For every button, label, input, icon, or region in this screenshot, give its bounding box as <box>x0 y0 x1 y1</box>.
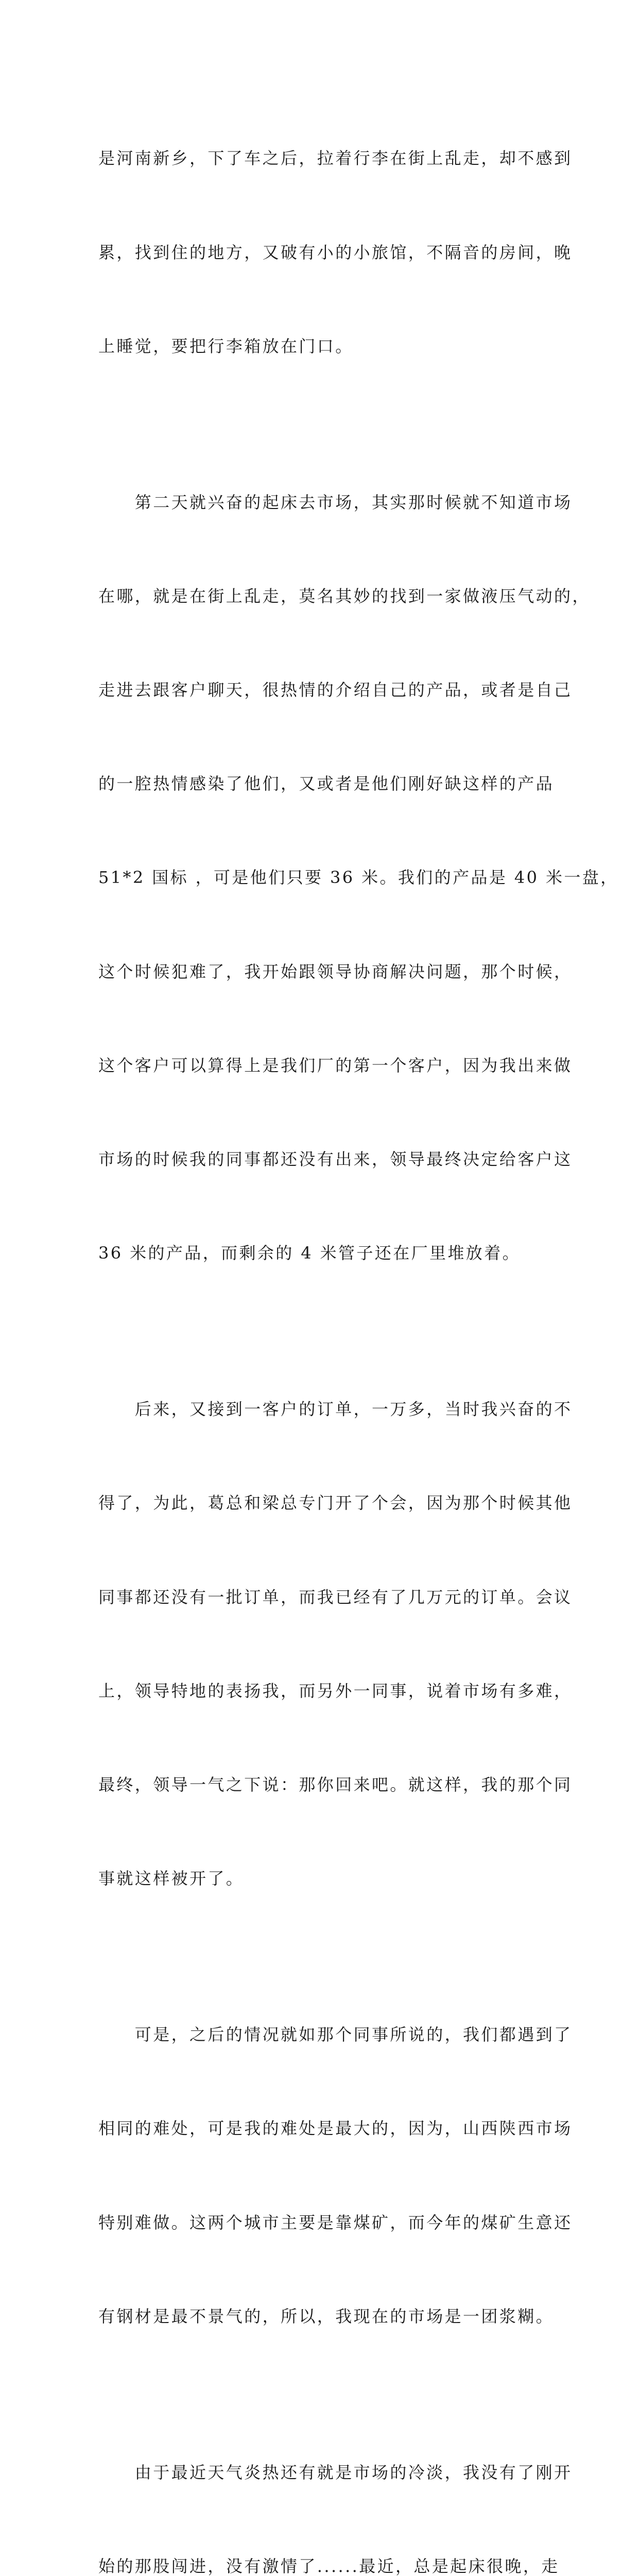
text-line: 在哪，就是在街上乱走，莫名其妙的找到一家做液压气动的， <box>98 586 591 606</box>
text-line: 是河南新乡，下了车之后，拉着行李在街上乱走，却不感到 <box>98 148 573 168</box>
text-line: 走进去跟客户聊天，很热情的介绍自己的产品，或者是自己 <box>98 680 573 700</box>
paragraph-5 <box>98 2395 573 2576</box>
text-line: 可是，之后的情况就如那个同事所说的，我们都遇到了 <box>98 2025 573 2045</box>
text-line: 累，找到住的地方，又破有小的小旅馆，不隔音的房间，晚 <box>98 242 573 262</box>
paragraph-4 <box>98 1957 573 2395</box>
text-line: 同事都还没有一批订单，而我已经有了几万元的订单。会议 <box>98 1587 573 1607</box>
text-line: 事就这样被开了。 <box>98 1868 245 1888</box>
text-line: 这个时候犯难了，我开始跟领导协商解决问题，那个时候， <box>98 961 573 981</box>
paragraph-3 <box>98 1331 573 1957</box>
text-line: 始的那股闯进，没有激情了......最近，总是起床很晚，走 <box>98 2556 560 2576</box>
text-line: 后来，又接到一客户的订单，一万多，当时我兴奋的不 <box>98 1399 573 1419</box>
text-line: 第二天就兴奋的起床去市场，其实那时候就不知道市场 <box>98 493 573 513</box>
text-line: 36 米的产品，而剩余的 4 米管子还在厂里堆放着。 <box>98 1243 521 1263</box>
text-line: 有钢材是最不景气的，所以，我现在的市场是一团浆糊。 <box>98 2306 555 2326</box>
paragraph-2 <box>98 425 619 1331</box>
text-line: 特别难做。这两个城市主要是靠煤矿，而今年的煤矿生意还 <box>98 2212 573 2232</box>
text-line: 上睡觉，要把行李箱放在门口。 <box>98 336 354 356</box>
text-line: 相同的难处，可是我的难处是最大的，因为，山西陕西市场 <box>98 2119 573 2139</box>
text-line: 得了，为此，葛总和梁总专门开了个会，因为那个时候其他 <box>98 1493 573 1513</box>
text-line: 市场的时候我的同事都还没有出来，领导最终决定给客户这 <box>98 1149 573 1169</box>
text-line: 这个客户可以算得上是我们厂的第一个客户，因为我出来做 <box>98 1055 573 1075</box>
text-line: 的一腔热情感染了他们，又或者是他们刚好缺这样的产品 <box>98 774 555 794</box>
text-line: 最终，领导一气之下说：那你回来吧。就这样，我的那个同 <box>98 1774 573 1794</box>
text-line: 51*2 国标 ，可是他们只要 36 米。我们的产品是 40 米一盘， <box>98 868 619 888</box>
text-line: 由于最近天气炎热还有就是市场的冷淡，我没有了刚开 <box>98 2463 573 2483</box>
text-line: 上，领导特地的表扬我，而另外一同事，说着市场有多难， <box>98 1681 573 1701</box>
paragraph-1 <box>98 80 573 425</box>
body-text <box>98 80 619 2576</box>
